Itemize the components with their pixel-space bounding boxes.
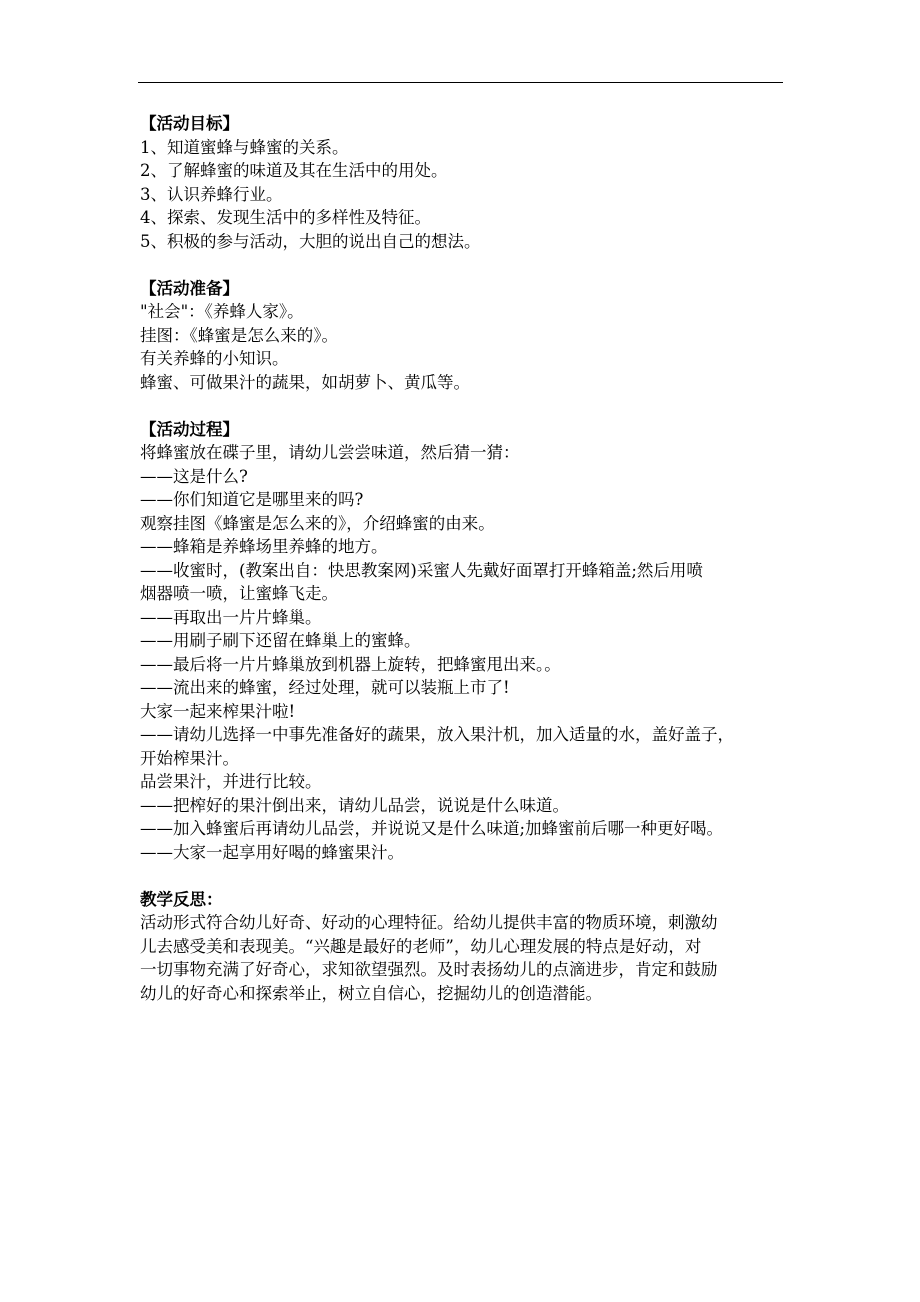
reflection-heading: 教学反思： xyxy=(140,889,223,909)
process-line: ——你们知道它是哪里来的吗? xyxy=(140,490,364,509)
process-line: ——流出来的蜂蜜，经过处理，就可以装瓶上市了! xyxy=(140,678,510,697)
reflection-line: 幼儿的好奇心和探索举止，树立自信心，挖掘幼儿的创造潜能。 xyxy=(140,983,602,1003)
prep-item: "社会"：《养蜂人家》。 xyxy=(140,302,304,321)
reflection-line: 活动形式符合幼儿好奇、好动的心理特征。给幼儿提供丰富的物质环境，刺激幼 xyxy=(140,913,718,932)
goal-item: 2、了解蜂蜜的味道及其在生活中的用处。 xyxy=(140,161,448,180)
process-line: ——最后将一片片蜂巢放到机器上旋转，把蜂蜜甩出来。。 xyxy=(140,654,561,674)
prep-item: 蜂蜜、可做果汁的蔬果，如胡萝卜、黄瓜等。 xyxy=(140,372,470,392)
process-line: 开始榨果汁。 xyxy=(140,748,239,768)
spacer xyxy=(140,864,800,888)
prep-heading: 【活动准备】 xyxy=(140,278,239,298)
process-line: ——蜂箱是养蜂场里养蜂的地方。 xyxy=(140,537,388,556)
process-line: ——请幼儿选择一中事先准备好的蔬果，放入果汁机，加入适量的水，盖好盖子， xyxy=(140,725,734,744)
process-line: 将蜂蜜放在碟子里，请幼儿尝尝味道，然后猜一猜： xyxy=(140,443,520,462)
process-line: 大家一起来榨果汁啦! xyxy=(140,701,296,721)
process-line: ——把榨好的果汁倒出来，请幼儿品尝，说说是什么味道。 xyxy=(140,795,569,815)
process-line: ——收蜜时，(教案出自：快思教案网)采蜜人先戴好面罩打开蜂箱盖;然后用喷 xyxy=(140,560,703,580)
goal-item: 1、知道蜜蜂与蜂蜜的关系。 xyxy=(140,137,349,157)
process-line: ——这是什么? xyxy=(140,466,248,486)
reflection-line: 儿去感受美和表现美。“兴趣是最好的老师”，幼儿心理发展的特点是好动，对 xyxy=(140,936,702,956)
process-line: 观察挂图《蜂蜜是怎么来的》，介绍蜂蜜的由来。 xyxy=(140,513,495,533)
prep-item: 有关养蜂的小知识。 xyxy=(140,349,289,368)
goal-item: 4、探索、发现生活中的多样性及特征。 xyxy=(140,208,431,227)
goal-item: 3、认识养蜂行业。 xyxy=(140,184,283,204)
spacer xyxy=(140,394,800,418)
reflection-line: 一切事物充满了好奇心，求知欲望强烈。及时表扬幼儿的点滴进步，肯定和鼓励 xyxy=(140,960,718,979)
process-heading: 【活动过程】 xyxy=(140,419,239,439)
goals-heading: 【活动目标】 xyxy=(140,114,239,133)
process-line: 品尝果汁，并进行比较。 xyxy=(140,772,322,791)
process-line: ——再取出一片片蜂巢。 xyxy=(140,607,322,627)
process-line: ——加入蜂蜜后再请幼儿品尝，并说说又是什么味道;加蜂蜜前后哪一种更好喝。 xyxy=(140,819,724,838)
document-body xyxy=(140,112,800,1005)
process-line: ——用刷子刷下还留在蜂巢上的蜜蜂。 xyxy=(140,631,421,650)
process-line: ——大家一起享用好喝的蜂蜜果汁。 xyxy=(140,842,404,862)
goals-section xyxy=(140,112,800,253)
prep-section xyxy=(140,277,800,395)
goal-item: 5、积极的参与活动，大胆的说出自己的想法。 xyxy=(140,231,481,251)
process-section xyxy=(140,418,800,865)
spacer xyxy=(140,253,800,277)
header-rule xyxy=(138,82,783,83)
reflection-section xyxy=(140,888,800,1006)
process-line: 烟器喷一喷，让蜜蜂飞走。 xyxy=(140,584,338,603)
prep-item: 挂图：《蜂蜜是怎么来的》。 xyxy=(140,325,338,345)
